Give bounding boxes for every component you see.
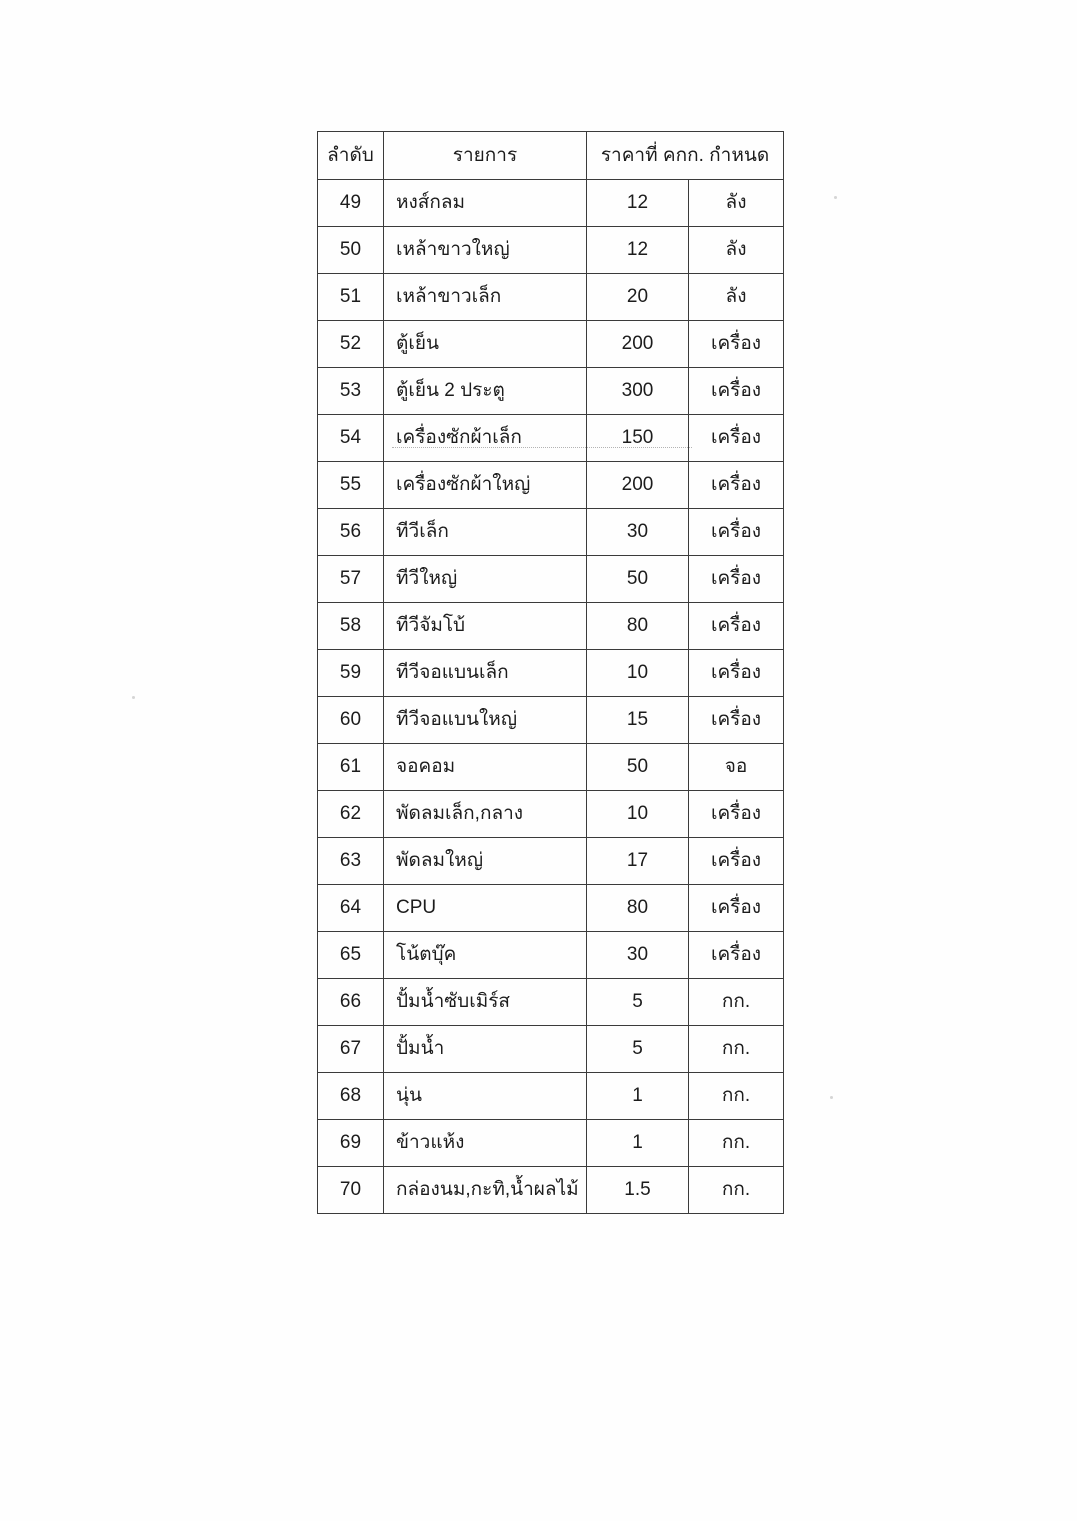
row-number-cell: 68 xyxy=(318,1073,384,1120)
price-cell: 12 xyxy=(587,180,689,227)
price-cell: 30 xyxy=(587,932,689,979)
item-name-cell: ข้าวแห้ง xyxy=(384,1120,587,1167)
table-row xyxy=(318,603,784,650)
unit-cell: เครื่อง xyxy=(689,462,784,509)
price-cell: 1 xyxy=(587,1120,689,1167)
table-row xyxy=(318,791,784,838)
unit-cell: เครื่อง xyxy=(689,697,784,744)
item-name-cell: หงส์กลม xyxy=(384,180,587,227)
price-cell: 300 xyxy=(587,368,689,415)
row-number-cell: 62 xyxy=(318,791,384,838)
row-number-cell: 49 xyxy=(318,180,384,227)
row-number-cell: 56 xyxy=(318,509,384,556)
row-number-cell: 64 xyxy=(318,885,384,932)
header-cell-item: รายการ xyxy=(384,132,587,180)
price-cell: 1.5 xyxy=(587,1167,689,1214)
unit-cell: กก. xyxy=(689,1073,784,1120)
item-name-cell: ทีวีใหญ่ xyxy=(384,556,587,603)
table-row xyxy=(318,509,784,556)
scan-speck xyxy=(834,196,837,199)
unit-cell: เครื่อง xyxy=(689,603,784,650)
price-cell: 80 xyxy=(587,603,689,650)
table-row xyxy=(318,744,784,791)
price-cell: 200 xyxy=(587,321,689,368)
row-number-cell: 54 xyxy=(318,415,384,462)
item-name-cell: เครื่องซักผ้าเล็ก xyxy=(384,415,587,462)
table-row xyxy=(318,1073,784,1120)
header-cell-price-unit: ราคาที่ คกก. กำหนด xyxy=(587,132,784,180)
table-row xyxy=(318,1026,784,1073)
price-cell: 50 xyxy=(587,556,689,603)
table-row xyxy=(318,697,784,744)
table-row xyxy=(318,650,784,697)
unit-cell: เครื่อง xyxy=(689,932,784,979)
item-name-cell: ตู้เย็น xyxy=(384,321,587,368)
unit-cell: เครื่อง xyxy=(689,368,784,415)
row-number-cell: 70 xyxy=(318,1167,384,1214)
item-name-cell: ตู้เย็น 2 ประตู xyxy=(384,368,587,415)
table-header-row xyxy=(318,132,784,180)
item-name-cell: ปั้มน้ำซับเมิร์ส xyxy=(384,979,587,1026)
unit-cell: กก. xyxy=(689,979,784,1026)
item-name-cell: ทีวีจอแบนเล็ก xyxy=(384,650,587,697)
item-name-cell: CPU xyxy=(384,885,587,932)
price-cell: 5 xyxy=(587,1026,689,1073)
unit-cell: เครื่อง xyxy=(689,415,784,462)
item-name-cell: ทีวีจัมโบ้ xyxy=(384,603,587,650)
row-number-cell: 59 xyxy=(318,650,384,697)
unit-cell: กก. xyxy=(689,1026,784,1073)
price-cell: 150 xyxy=(587,415,689,462)
price-cell: 80 xyxy=(587,885,689,932)
item-name-cell: เครื่องซักผ้าใหญ่ xyxy=(384,462,587,509)
table-row xyxy=(318,415,784,462)
table-row xyxy=(318,885,784,932)
unit-cell: ลัง xyxy=(689,227,784,274)
row-number-cell: 53 xyxy=(318,368,384,415)
item-name-cell: จอคอม xyxy=(384,744,587,791)
row-number-cell: 65 xyxy=(318,932,384,979)
item-name-cell: เหล้าขาวใหญ่ xyxy=(384,227,587,274)
unit-cell: เครื่อง xyxy=(689,650,784,697)
item-name-cell: ปั้มน้ำ xyxy=(384,1026,587,1073)
price-cell: 10 xyxy=(587,791,689,838)
unit-cell: กก. xyxy=(689,1120,784,1167)
table-row xyxy=(318,462,784,509)
table-body xyxy=(318,180,784,1214)
row-number-cell: 51 xyxy=(318,274,384,321)
scan-speck xyxy=(132,696,135,699)
price-cell: 17 xyxy=(587,838,689,885)
price-cell: 12 xyxy=(587,227,689,274)
unit-cell: ลัง xyxy=(689,180,784,227)
table-row xyxy=(318,274,784,321)
price-cell: 10 xyxy=(587,650,689,697)
item-name-cell: พัดลมใหญ่ xyxy=(384,838,587,885)
item-name-cell: ทีวีเล็ก xyxy=(384,509,587,556)
unit-cell: เครื่อง xyxy=(689,321,784,368)
item-name-cell: เหล้าขาวเล็ก xyxy=(384,274,587,321)
unit-cell: เครื่อง xyxy=(689,509,784,556)
row-number-cell: 63 xyxy=(318,838,384,885)
table-row xyxy=(318,227,784,274)
row-number-cell: 50 xyxy=(318,227,384,274)
table-row xyxy=(318,932,784,979)
price-cell: 5 xyxy=(587,979,689,1026)
unit-cell: จอ xyxy=(689,744,784,791)
row-number-cell: 66 xyxy=(318,979,384,1026)
price-cell: 15 xyxy=(587,697,689,744)
item-name-cell: กล่องนม,กะทิ,น้ำผลไม้ xyxy=(384,1167,587,1214)
unit-cell: เครื่อง xyxy=(689,885,784,932)
row-number-cell: 52 xyxy=(318,321,384,368)
table-row xyxy=(318,368,784,415)
price-list-table xyxy=(317,131,784,1214)
table-row xyxy=(318,556,784,603)
unit-cell: เครื่อง xyxy=(689,838,784,885)
row-number-cell: 61 xyxy=(318,744,384,791)
table-row xyxy=(318,321,784,368)
row-number-cell: 67 xyxy=(318,1026,384,1073)
price-cell: 30 xyxy=(587,509,689,556)
table-row xyxy=(318,838,784,885)
price-cell: 200 xyxy=(587,462,689,509)
row-number-cell: 60 xyxy=(318,697,384,744)
item-name-cell: พัดลมเล็ก,กลาง xyxy=(384,791,587,838)
unit-cell: เครื่อง xyxy=(689,556,784,603)
unit-cell: เครื่อง xyxy=(689,791,784,838)
row-number-cell: 69 xyxy=(318,1120,384,1167)
scan-speck xyxy=(830,1096,833,1099)
price-cell: 50 xyxy=(587,744,689,791)
item-name-cell: นุ่น xyxy=(384,1073,587,1120)
table-row xyxy=(318,979,784,1026)
price-cell: 20 xyxy=(587,274,689,321)
row-number-cell: 55 xyxy=(318,462,384,509)
table-row xyxy=(318,1167,784,1214)
table-row xyxy=(318,1120,784,1167)
row-number-cell: 57 xyxy=(318,556,384,603)
header-cell-number: ลำดับ xyxy=(318,132,384,180)
item-name-cell: โน้ตบุ๊ค xyxy=(384,932,587,979)
price-cell: 1 xyxy=(587,1073,689,1120)
item-name-cell: ทีวีจอแบนใหญ่ xyxy=(384,697,587,744)
unit-cell: กก. xyxy=(689,1167,784,1214)
table-row xyxy=(318,180,784,227)
row-number-cell: 58 xyxy=(318,603,384,650)
unit-cell: ลัง xyxy=(689,274,784,321)
